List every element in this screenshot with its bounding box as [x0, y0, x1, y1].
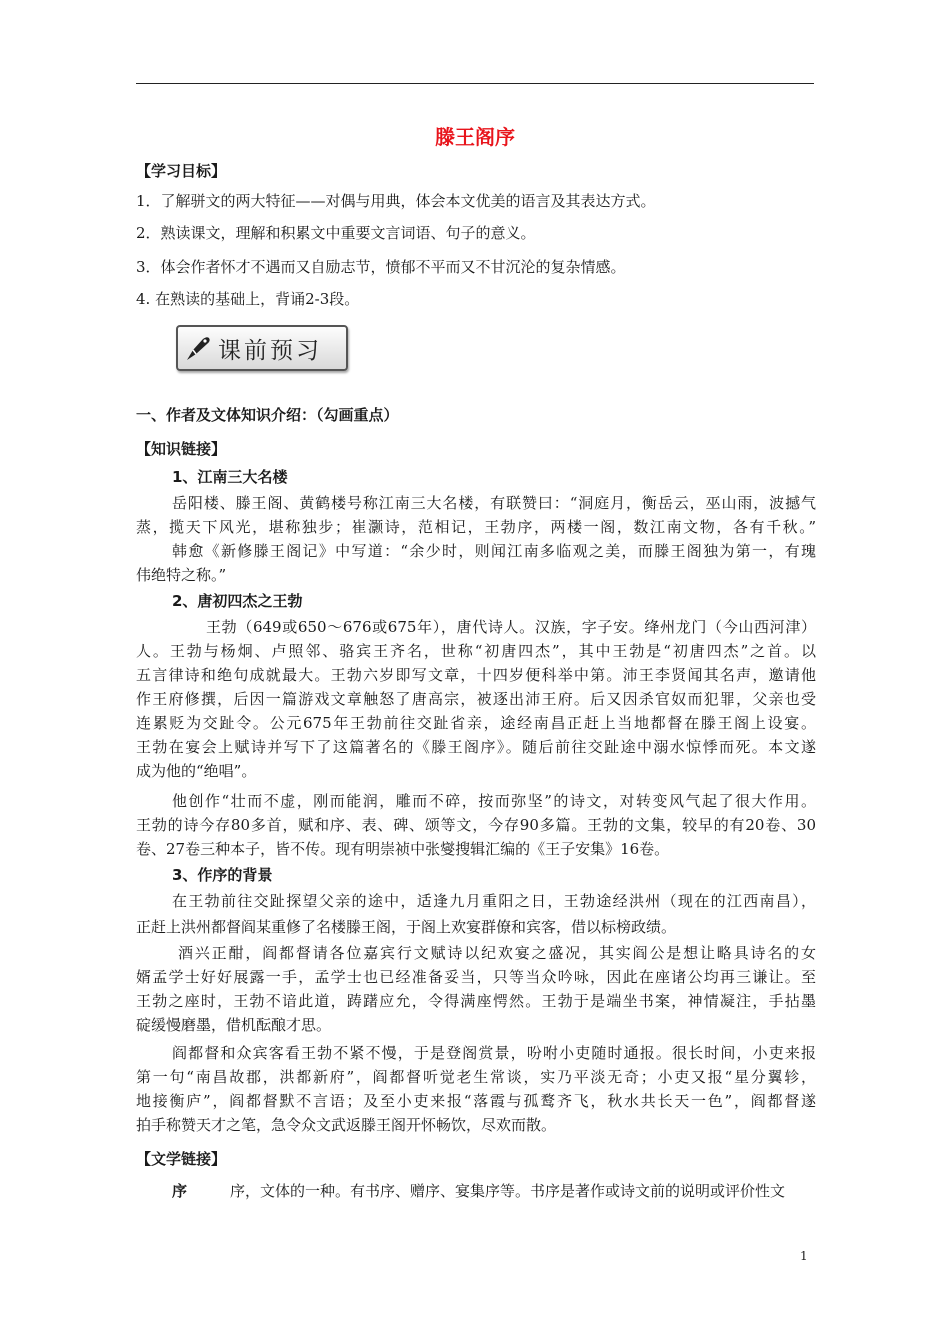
paragraph-line: 第一句“南昌故郡，洪都新府”，阎都督听觉老生常谈，实乃平淡无奇；小吏又报“星分翼轸， — [136, 1068, 816, 1086]
literature-heading: 【文学链接】 — [136, 1150, 227, 1168]
objective-item: 1．了解骈文的两大特征——对偶与用典，体会本文优美的语言及其表达方式。 — [136, 192, 656, 210]
header-rule — [136, 83, 814, 84]
paragraph-line: 王勃在宴会上赋诗并写下了这篇著名的《滕王阁序》。随后前往交趾途中溺水惊悸而死。本文遂 — [136, 738, 816, 756]
preview-button-label: 课前预习 — [218, 337, 322, 364]
objective-item: 2．熟读课文，理解和积累文中重要文言词语、句子的意义。 — [136, 224, 536, 242]
paragraph-line: 王勃的诗今存80多首，赋和序、表、碑、颂等文，今存90多篇。王勃的文集，较早的有20卷、30 — [136, 816, 816, 834]
paragraph-line: 地接衡庐”，阎都督默不言语；及至小吏来报“落霞与孤鹜齐飞，秋水共长天一色”，阎都督遂 — [136, 1092, 816, 1110]
paragraph-line: 拍手称赞天才之笔，急令众文武返滕王阁开怀畅饮，尽欢而散。 — [136, 1116, 557, 1134]
paragraph-line: 在王勃前往交趾探望父亲的途中，适逢九月重阳之日，王勃途经洪州（现在的江西南昌）， — [172, 892, 816, 910]
paragraph-line: 作王府修撰，后因一篇游戏文章触怒了唐高宗，被逐出沛王府。后又因杀官奴而犯罪，父亲也受 — [136, 690, 816, 708]
knowledge-link-heading: 【知识链接】 — [136, 440, 227, 458]
paragraph-line: 卷、27卷三种本子，皆不传。现有明崇祯中张燮搜辑汇编的《王子安集》16卷。 — [136, 840, 670, 858]
paragraph-line: 碇缓慢磨墨，借机酝酿才思。 — [136, 1016, 332, 1034]
paragraph-line: 王勃之座时，王勃不谙此道，踌躇应允，令得满座愕然。王勃于是端坐书案，神情凝注，手拈墨 — [136, 992, 816, 1010]
preview-button[interactable] — [176, 325, 348, 371]
paragraph-line: 正赶上洪州都督阎某重修了名楼滕王阁，于阁上欢宴群僚和宾客，借以标榜政绩。 — [136, 918, 677, 936]
paragraph-line: 五言律诗和绝句成就最大。王勃六岁即写文章，十四岁便科举中第。沛王李贤闻其名声，邀请他 — [136, 666, 816, 684]
pen-nib-icon — [178, 328, 218, 368]
objectives-heading: 【学习目标】 — [136, 162, 227, 180]
objective-item: 4. 在熟读的基础上，背诵2-3段。 — [136, 290, 360, 308]
section1-heading: 一、作者及文体知识介绍：（勾画重点） — [136, 406, 399, 424]
paragraph-line: 伟绝特之称。” — [136, 566, 227, 584]
document-title: 滕王阁序 — [435, 125, 515, 149]
objective-item: 3．体会作者怀才不遇而又自励志节，愤郁不平而又不甘沉沦的复杂情感。 — [136, 258, 626, 276]
sub2-heading: 2、唐初四杰之王勃 — [172, 592, 303, 610]
literature-term: 序 — [172, 1182, 188, 1200]
paragraph-line: 王勃（649或650～676或675年），唐代诗人。汉族，字子安。绛州龙门（今山西河津） — [206, 618, 816, 636]
paragraph-line: 韩愈《新修滕王阁记》中写道：“余少时，则闻江南多临观之美，而滕王阁独为第一，有瑰 — [172, 542, 816, 560]
literature-text: 序，文体的一种。有书序、赠序、宴集序等。书序是著作或诗文前的说明或评价性文 — [230, 1182, 786, 1200]
paragraph-line: 婿孟学士好好展露一手，孟学士也已经准备妥当，只等当众吟咏，因此在座诸公均再三谦让。至 — [136, 968, 816, 986]
literature-entry — [172, 1180, 816, 1202]
paragraph-line: 阎都督和众宾客看王勃不紧不慢，于是登阁赏景，吩咐小吏随时通报。很长时间，小吏来报 — [172, 1044, 816, 1062]
paragraph-line: 酒兴正酣，阎都督请各位嘉宾行文赋诗以纪欢宴之盛况，其实阎公是想让略具诗名的女 — [178, 944, 816, 962]
page-number: 1 — [800, 1249, 808, 1263]
paragraph-line: 成为他的“绝唱”。 — [136, 762, 257, 780]
paragraph-line: 他创作“壮而不虚，刚而能润，雕而不碎，按而弥坚”的诗文，对转变风气起了很大作用。 — [172, 792, 816, 810]
paragraph-line: 连累贬为交趾令。公元675年王勃前往交趾省亲，途经南昌正赶上当地都督在滕王阁上设宴。 — [136, 714, 816, 732]
paragraph-line: 岳阳楼、滕王阁、黄鹤楼号称江南三大名楼，有联赞曰：“洞庭月，衡岳云，巫山雨，波撼气 — [172, 494, 816, 512]
sub1-heading: 1、江南三大名楼 — [172, 468, 288, 486]
paragraph-line: 人。王勃与杨炯、卢照邻、骆宾王齐名，世称“初唐四杰”，其中王勃是“初唐四杰”之首。以 — [136, 642, 816, 660]
sub3-heading: 3、作序的背景 — [172, 866, 273, 884]
paragraph-line: 蒸，揽天下风光，堪称独步；崔灏诗，范相记，王勃序，两楼一阁，数江南文物，各有千秋。” — [136, 518, 816, 536]
